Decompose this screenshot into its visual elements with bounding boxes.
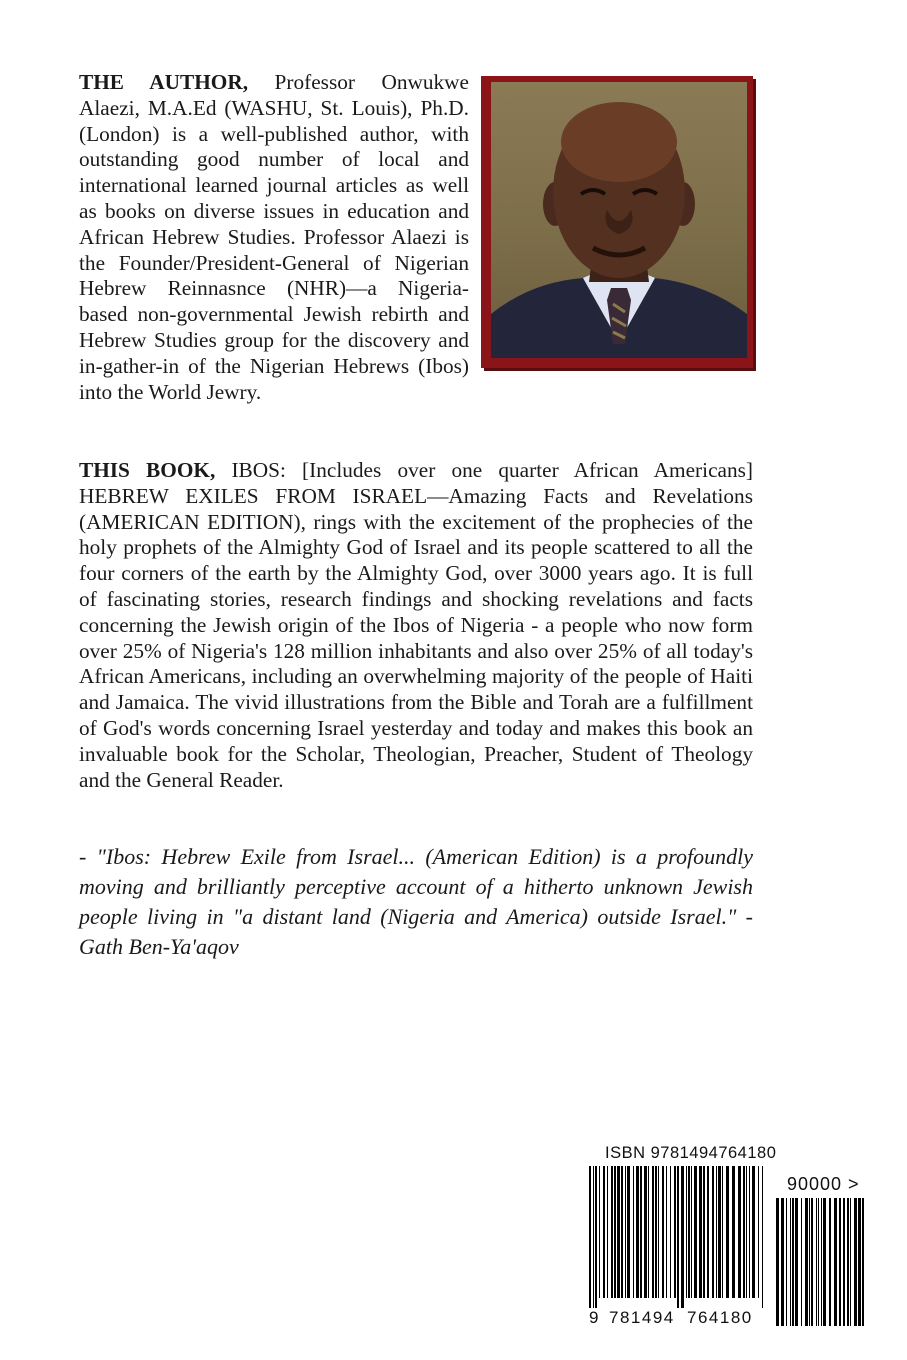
author-lead: THE AUTHOR, [79,70,249,94]
barcode-bar [694,1166,697,1298]
barcode-digits-right: 764180 [687,1308,753,1327]
barcode-bar [686,1166,687,1298]
author-photo [491,82,747,358]
barcode-bar [621,1166,623,1298]
barcode-bar [633,1166,634,1298]
barcode-bar [625,1166,626,1298]
barcode-bar [722,1166,723,1298]
barcode-bar [666,1166,667,1298]
barcode-bar [640,1166,642,1298]
barcode-bar [758,1166,759,1298]
book-description [79,458,753,793]
barcode-bar [834,1198,837,1326]
barcode-bar [607,1166,608,1298]
barcode-bar [718,1166,721,1298]
author-photo-frame [481,76,753,368]
barcode-bar [843,1198,845,1326]
barcode-bar [712,1166,714,1298]
barcode-bar [627,1166,630,1298]
barcode-bar [611,1166,613,1298]
barcode-bar [658,1166,659,1298]
barcode-bar [749,1166,750,1298]
barcode-bar [762,1166,763,1308]
barcode-bar [732,1166,735,1298]
barcode-bar [847,1198,849,1326]
barcode-bar [648,1166,649,1298]
barcode-bar [599,1166,600,1298]
barcode-bar [862,1198,864,1326]
barcode-bar [746,1166,747,1298]
barcode-bar [652,1166,654,1298]
barcode-bar [801,1198,802,1326]
ean13-bars [589,1166,767,1308]
barcode-bar [603,1166,605,1298]
barcode-bar [805,1198,808,1326]
barcode-bar [795,1198,798,1326]
review-quote: - "Ibos: Hebrew Exile from Israel... (American Edition) is a profoundly moving and brilliantly perceptive account of a hitherto unknown Jewish people living in "a distant land (Nigeria and America) outside Israel." - Gath Ben-Ya'aqov [79,844,753,959]
author-bio [79,70,753,405]
barcode-bar [752,1166,755,1298]
barcode-bar [681,1166,684,1308]
barcode-bar [781,1198,784,1326]
barcode-bar [674,1166,676,1298]
barcode-bar [829,1198,831,1326]
barcode-digits-left: 781494 [609,1308,675,1327]
barcode-bar [716,1166,717,1298]
barcode-bar [688,1166,690,1298]
barcode-bar [816,1198,817,1326]
book-text: IBOS: [Includes over one quarter African Americans] HEBREW EXILES FROM ISRAEL—Amazing Facts and Revelations (AMERICAN EDITION), rings with the excitement of the prophecies of the holy prophets of the Almighty God of Israel and its people scattered to all the four corners of the earth by the Almighty God, over 3000 years ago. It is full of fascinating stories, research findings and shocking revelations and facts concerning the Jewish origin of the Ibos of Nigeria - a people who now form over 25% of Nigeria's 128 million inhabitants and also over 25% of all today's African Americans, including an overwhelming majority of the people of Haiti and Jamaica. The vivid illustrations from the Bible and Torah are a fulfillment of God's words concerning Israel yesterday and today and makes this book an invaluable book for the Scholar, Theologian, Preacher, Student of Theology and the General Reader. [79,458,754,792]
barcode-bar [738,1166,741,1298]
barcode-bar [818,1198,819,1326]
barcode-bar [790,1198,791,1326]
book-lead: THIS BOOK, [79,458,216,482]
barcode-bar [677,1166,679,1308]
price-addon-bars [776,1198,868,1326]
isbn-label: ISBN 9781494764180 [605,1144,777,1162]
barcode-bar [786,1198,787,1326]
barcode-bar [589,1166,591,1308]
barcode-bar [617,1166,620,1298]
barcode-bar [792,1198,794,1326]
barcode-bar [662,1166,664,1298]
barcode-bar [670,1166,671,1298]
barcode-bar [636,1166,639,1298]
barcode-bar [699,1166,702,1298]
author-text: Professor Onwukwe Alaezi, M.A.Ed (WASHU, St. Louis), Ph.D. (London) is a well-published author, with outstanding good number of local and international learned journal articles as well as books on diverse issues in education and African Hebrew Studies. Professor Alaezi is the Founder/President-General of Nigerian Hebrew Reinnasnce (NHR)—a Nigeria-based non-governmental Jewish rebirth and Hebrew Studies group for the discovery and in-gather-in of the Nigerian Hebrews (Ibos) into the World Jewry. [79,70,469,404]
isbn-barcode [589,1140,879,1335]
barcode-bar [703,1166,705,1298]
author-portrait-illustration [491,82,747,358]
price-code: 90000 > [787,1174,860,1194]
barcode-bar [854,1198,857,1326]
barcode-bar [614,1166,616,1298]
barcode-bar [811,1198,813,1326]
barcode-bar [743,1166,745,1298]
barcode-bar [776,1198,779,1326]
barcode-bar [809,1198,810,1326]
barcode-bar [726,1166,729,1298]
barcode-bar [655,1166,657,1298]
barcode-bar [595,1166,597,1308]
barcode-bar [707,1166,709,1298]
barcode-bar [593,1166,594,1308]
barcode-digit-first: 9 [589,1308,600,1327]
barcode-bar [850,1198,851,1326]
barcode-bar [858,1198,861,1326]
barcode-bar [839,1198,841,1326]
barcode-bar [821,1198,822,1326]
barcode-bar [691,1166,692,1298]
barcode-bar [644,1166,647,1298]
barcode-bar [823,1198,826,1326]
